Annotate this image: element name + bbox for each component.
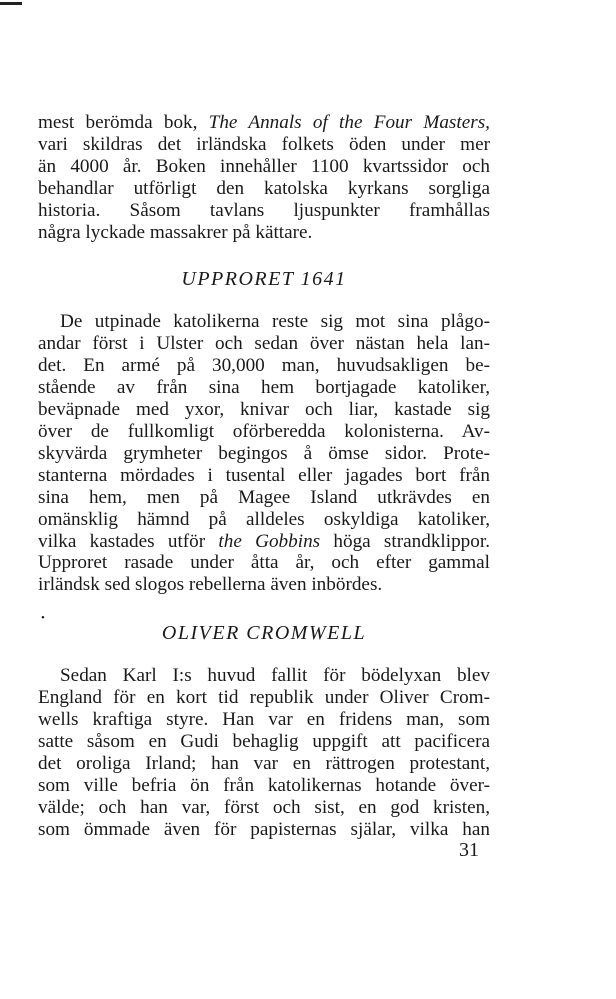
uprising-paragraph (38, 311, 490, 596)
text-line: wells kraftiga styre. Han var en fridens man, som (38, 709, 490, 731)
text-line: än 4000 år. Boken innehåller 1100 kvartssidor och (38, 155, 490, 177)
print-speck: • (41, 612, 45, 624)
place-name: the Gobbins (218, 530, 321, 552)
page-body (38, 112, 490, 840)
intro-paragraph (38, 112, 490, 243)
book-title: The Annals of the Four Masters, (208, 112, 490, 133)
page-number: 31 (459, 839, 479, 861)
text-line: över de fullkomligt oförberedda kolonisterna. Av- (38, 420, 490, 442)
text-line: det. En armé på 30,000 man, huvudsakligen be- (38, 355, 490, 377)
text-line: England för en kort tid republik under Oliver Crom- (38, 687, 490, 709)
text-line: skyvärda grymheter begingos å ömse sidor. Prote- (38, 442, 490, 464)
text-line: vari skildras det irländska folkets öden under mer (38, 133, 490, 155)
section-heading-uprising: UPPRORET 1641 (181, 268, 347, 291)
text-line: historia. Såsom tavlans ljuspunkter framhållas (38, 199, 490, 221)
section-heading-cromwell: OLIVER CROMWELL (161, 622, 367, 645)
text-line: beväpnade med yxor, knivar och liar, kastade sig (38, 399, 490, 421)
text-line: Sedan Karl I:s huvud fallit för bödelyxan blev (60, 665, 490, 687)
corner-scan-mark (0, 2, 22, 5)
cromwell-paragraph (38, 665, 490, 840)
text-line: omänsklig hämnd på alldeles oskyldiga katoliker, (38, 508, 490, 530)
text-line: några lyckade massakrer på kättare. (38, 221, 313, 243)
text-line: satte såsom en Gudi behaglig uppgift att pacificera (38, 730, 490, 752)
text-line: behandlar utförligt den katolska kyrkans sorgliga (38, 177, 490, 199)
text-line: välde; och han var, först och sist, en god kristen, (38, 796, 490, 818)
text-line: mest berömda bok, The Annals of the Four Masters, (38, 112, 490, 133)
text-line: Upproret rasade under åtta år, och efter gammal (38, 552, 490, 574)
text-line: stående av från sina hem bortjagade katoliker, (38, 377, 490, 399)
text-line: sina hem, men på Magee Island utkrävdes en (38, 486, 490, 508)
text-line: vilka kastades utför the Gobbins höga strandklippor. (38, 530, 490, 552)
text-line: irländsk sed slogos rebellerna även inbördes. (38, 574, 383, 596)
text-line: som ville befria ön från katolikernas hotande över- (38, 774, 490, 796)
text-line: stanterna mördades i tusental eller jagades bort från (38, 464, 490, 486)
text-line: som ömmade även för papisternas själar, vilka han (38, 818, 490, 840)
text-line: andar först i Ulster och sedan över nästan hela lan- (38, 333, 490, 355)
text-line: De utpinade katolikerna reste sig mot sina plågo- (60, 311, 490, 333)
text-line: det oroliga Irland; han var en rättrogen protestant, (38, 752, 490, 774)
